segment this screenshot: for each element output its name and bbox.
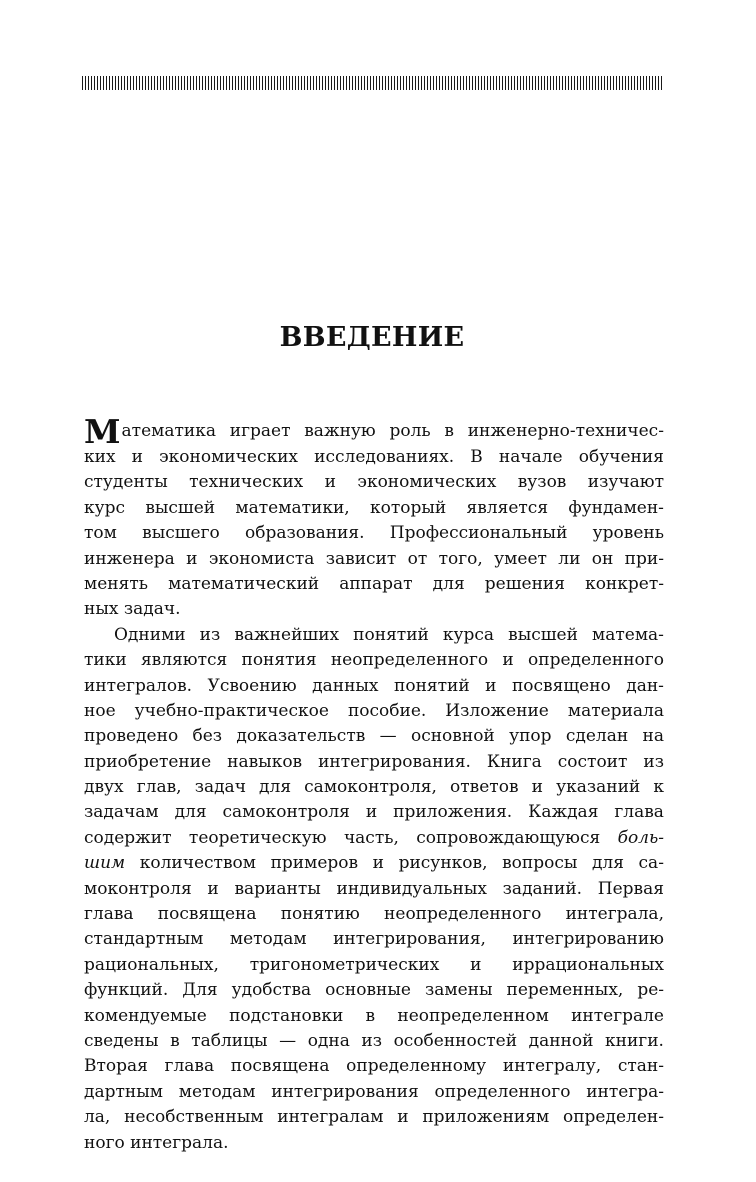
page-title: ВВЕДЕНИЕ bbox=[279, 322, 465, 353]
text-line bbox=[84, 445, 664, 470]
word: посвящена bbox=[157, 904, 257, 925]
word: функций. bbox=[84, 980, 169, 1001]
word: в bbox=[444, 421, 454, 441]
word: вопросы bbox=[502, 853, 578, 874]
word: на bbox=[642, 726, 664, 747]
word: индивидуальных bbox=[336, 878, 487, 899]
word: экономиста bbox=[208, 548, 315, 569]
word: ли bbox=[558, 548, 581, 569]
word: методам bbox=[178, 1081, 256, 1102]
word: Каждая bbox=[528, 802, 599, 823]
word: рисунков, bbox=[398, 853, 488, 874]
word: из bbox=[199, 624, 221, 645]
word: и bbox=[207, 878, 219, 899]
word: инженерно-техничес- bbox=[467, 421, 664, 441]
word: навыков bbox=[227, 751, 303, 772]
word: технических bbox=[189, 472, 304, 493]
paragraph-1 bbox=[84, 412, 664, 623]
text-line bbox=[84, 851, 664, 876]
word: понятию bbox=[280, 904, 360, 925]
word: данной bbox=[528, 1030, 594, 1051]
word: ответов bbox=[450, 777, 519, 798]
text-line bbox=[84, 496, 664, 521]
word: определенного bbox=[528, 650, 664, 671]
word: удобства bbox=[231, 980, 312, 1001]
word: и bbox=[485, 675, 497, 696]
word: определенного bbox=[434, 1081, 571, 1102]
text-line bbox=[84, 1029, 664, 1054]
word: решения bbox=[484, 573, 565, 594]
word: вузов bbox=[517, 472, 567, 493]
word: содержит bbox=[84, 827, 172, 848]
text-line bbox=[84, 877, 664, 902]
word: важную bbox=[304, 421, 376, 441]
text-line bbox=[84, 775, 664, 800]
word: стан- bbox=[617, 1056, 664, 1077]
word: пособие. bbox=[347, 700, 427, 721]
word: без bbox=[192, 726, 223, 747]
word: в bbox=[170, 1030, 180, 1051]
word: и bbox=[470, 954, 482, 975]
word: Усвоению bbox=[207, 675, 297, 696]
word: дартным bbox=[84, 1081, 163, 1102]
word: заданий. bbox=[502, 878, 583, 899]
word: изучают bbox=[587, 472, 664, 493]
word: таблицы bbox=[191, 1030, 268, 1051]
word: интегра- bbox=[586, 1081, 664, 1102]
word: определенному bbox=[346, 1056, 487, 1077]
word: интеграле bbox=[571, 1005, 664, 1026]
word: ких bbox=[84, 447, 116, 467]
word: интегралу, bbox=[502, 1056, 602, 1077]
text-line bbox=[84, 750, 664, 775]
word: — bbox=[279, 1030, 297, 1051]
text-line bbox=[84, 1105, 664, 1130]
word: понятия bbox=[241, 650, 317, 671]
word: двух bbox=[84, 777, 124, 798]
word: том bbox=[84, 523, 117, 544]
paragraph-1-first-line bbox=[84, 412, 664, 451]
text-line bbox=[84, 674, 664, 699]
text-line bbox=[84, 902, 664, 927]
word: переменных, bbox=[506, 980, 624, 1001]
word: интегрирования bbox=[271, 1081, 419, 1102]
word: материала bbox=[567, 700, 664, 721]
word: зависит bbox=[325, 548, 397, 569]
word: примеров bbox=[270, 853, 359, 874]
drop-cap: М bbox=[84, 412, 121, 451]
word: в bbox=[365, 1005, 376, 1026]
word: интеграла, bbox=[565, 904, 664, 925]
word: определен- bbox=[562, 1107, 664, 1128]
word: понятий bbox=[394, 675, 470, 696]
word: задач bbox=[194, 777, 246, 798]
word: начале bbox=[498, 447, 563, 467]
word: тригонометрических bbox=[249, 954, 440, 975]
word: одна bbox=[307, 1030, 350, 1051]
word: задачам bbox=[84, 802, 159, 823]
word: дан- bbox=[626, 675, 664, 696]
word: высшей bbox=[145, 497, 216, 518]
text-line bbox=[84, 826, 664, 851]
word: посвящено bbox=[511, 675, 611, 696]
word: экономических bbox=[159, 447, 299, 467]
word: менять bbox=[84, 573, 148, 594]
word: варианты bbox=[234, 878, 321, 899]
word: обучения bbox=[578, 447, 664, 467]
word: уровень bbox=[592, 523, 664, 544]
word: от bbox=[407, 548, 428, 569]
word: атематика bbox=[121, 421, 216, 441]
word: из bbox=[361, 1030, 383, 1051]
word: для bbox=[591, 853, 624, 874]
word: фундамен- bbox=[568, 497, 664, 518]
text-line bbox=[84, 547, 664, 572]
word: сведены bbox=[84, 1030, 159, 1051]
word: глава bbox=[614, 802, 664, 823]
text-line bbox=[84, 1131, 664, 1156]
word: конкрет- bbox=[585, 573, 664, 594]
word: Для bbox=[182, 980, 218, 1001]
word: является bbox=[466, 497, 549, 518]
word: интегрирования. bbox=[318, 751, 471, 772]
word: исследованиях. bbox=[314, 447, 455, 467]
word: книги. bbox=[605, 1030, 664, 1051]
text-line bbox=[84, 699, 664, 724]
word: приложения. bbox=[393, 802, 513, 823]
word: интегралов. bbox=[84, 675, 193, 696]
word: комендуемые bbox=[84, 1005, 207, 1026]
word: — bbox=[379, 726, 397, 747]
text-line bbox=[84, 953, 664, 978]
word: Одними bbox=[114, 624, 186, 645]
word: и bbox=[186, 548, 198, 569]
italic-word: боль- bbox=[617, 827, 664, 848]
word: рациональных, bbox=[84, 954, 219, 975]
word: сопровождающуюся bbox=[416, 827, 601, 848]
word: основные bbox=[325, 980, 411, 1001]
word: Первая bbox=[597, 878, 664, 899]
text-line bbox=[84, 572, 664, 597]
word: часть, bbox=[343, 827, 399, 848]
word: количеством bbox=[139, 853, 256, 874]
text-line bbox=[84, 521, 664, 546]
word: несобственным bbox=[124, 1107, 264, 1128]
word: данных bbox=[312, 675, 379, 696]
word: инженера bbox=[84, 548, 175, 569]
text-line bbox=[84, 927, 664, 952]
word: моконтроля bbox=[84, 878, 192, 899]
word: понятий bbox=[353, 624, 429, 645]
word: особенностей bbox=[393, 1030, 518, 1051]
word: В bbox=[470, 447, 483, 467]
word: са- bbox=[638, 853, 664, 874]
word: и bbox=[324, 472, 336, 493]
line-text: ного интеграла. bbox=[84, 1132, 229, 1153]
word: учебно-практическое bbox=[134, 700, 329, 721]
text-line bbox=[84, 470, 664, 495]
word: курса bbox=[442, 624, 495, 645]
word: математический bbox=[168, 573, 320, 594]
word: состоит bbox=[557, 751, 628, 772]
word: неопределенном bbox=[397, 1005, 549, 1026]
word: сделан bbox=[565, 726, 629, 747]
text-line bbox=[84, 597, 664, 622]
text-line bbox=[84, 978, 664, 1003]
word: Книга bbox=[486, 751, 542, 772]
word: и bbox=[365, 802, 378, 823]
word: приобретение bbox=[84, 751, 212, 772]
decorative-hatch-bar bbox=[82, 76, 664, 90]
text-line bbox=[84, 724, 664, 749]
word: который bbox=[369, 497, 447, 518]
word: того, bbox=[438, 548, 483, 569]
body-text bbox=[84, 412, 664, 1156]
word: студенты bbox=[84, 472, 168, 493]
word: являются bbox=[140, 650, 228, 671]
text-line bbox=[122, 418, 664, 445]
word: образования. bbox=[245, 523, 365, 544]
word: неопределенного bbox=[330, 650, 489, 671]
word: Изложение bbox=[445, 700, 549, 721]
word: замены bbox=[424, 980, 493, 1001]
word: проведено bbox=[84, 726, 179, 747]
word: Вторая bbox=[84, 1056, 148, 1077]
word: высшего bbox=[142, 523, 220, 544]
word: стандартным bbox=[84, 929, 204, 950]
word: неопределенного bbox=[384, 904, 542, 925]
word: и bbox=[502, 650, 514, 671]
word: упор bbox=[509, 726, 552, 747]
word: Профессиональный bbox=[389, 523, 568, 544]
word: матема- bbox=[592, 624, 664, 645]
word: высшей bbox=[508, 624, 578, 645]
italic-word: шим bbox=[84, 853, 126, 874]
word: самоконтроля, bbox=[304, 777, 437, 798]
word: доказательств bbox=[236, 726, 366, 747]
word: и bbox=[131, 447, 144, 467]
word: иррациональных bbox=[512, 954, 664, 975]
word: посвящена bbox=[230, 1056, 330, 1077]
word: и bbox=[531, 777, 543, 798]
word: ре- bbox=[637, 980, 664, 1001]
word: интегрирования, bbox=[333, 929, 486, 950]
word: самоконтроля bbox=[222, 802, 350, 823]
word: умеет bbox=[494, 548, 547, 569]
word: и bbox=[397, 1107, 409, 1128]
word: интегрированию bbox=[512, 929, 664, 950]
word: указаний bbox=[556, 777, 641, 798]
word: роль bbox=[389, 421, 431, 441]
word: играет bbox=[229, 421, 291, 441]
word: при- bbox=[624, 548, 664, 569]
word: методам bbox=[229, 929, 307, 950]
word: подстановки bbox=[229, 1005, 344, 1026]
word: и bbox=[372, 853, 384, 874]
word: глав, bbox=[136, 777, 182, 798]
text-line bbox=[84, 1054, 664, 1079]
text-line bbox=[84, 800, 664, 825]
word: глава bbox=[84, 904, 134, 925]
word: интегралам bbox=[277, 1107, 384, 1128]
word: основной bbox=[410, 726, 495, 747]
word: приложениям bbox=[422, 1107, 550, 1128]
word: он bbox=[591, 548, 614, 569]
text-line bbox=[84, 623, 664, 648]
line-text: ных задач. bbox=[84, 599, 181, 620]
word: тики bbox=[84, 650, 127, 671]
word: для bbox=[432, 573, 465, 594]
paragraph-2 bbox=[84, 623, 664, 1156]
word: ла, bbox=[84, 1107, 111, 1128]
word: к bbox=[653, 777, 664, 798]
word: экономических bbox=[357, 472, 497, 493]
text-line bbox=[84, 1080, 664, 1105]
word: теоретическую bbox=[188, 827, 327, 848]
word: математики, bbox=[235, 497, 350, 518]
word: глава bbox=[164, 1056, 215, 1077]
word: из bbox=[643, 751, 664, 772]
word: для bbox=[174, 802, 207, 823]
word: ное bbox=[84, 700, 116, 721]
text-line bbox=[84, 1004, 664, 1029]
text-line bbox=[84, 648, 664, 673]
word: аппарат bbox=[339, 573, 413, 594]
word: важнейших bbox=[234, 624, 340, 645]
word: курс bbox=[84, 497, 126, 518]
word: для bbox=[259, 777, 292, 798]
